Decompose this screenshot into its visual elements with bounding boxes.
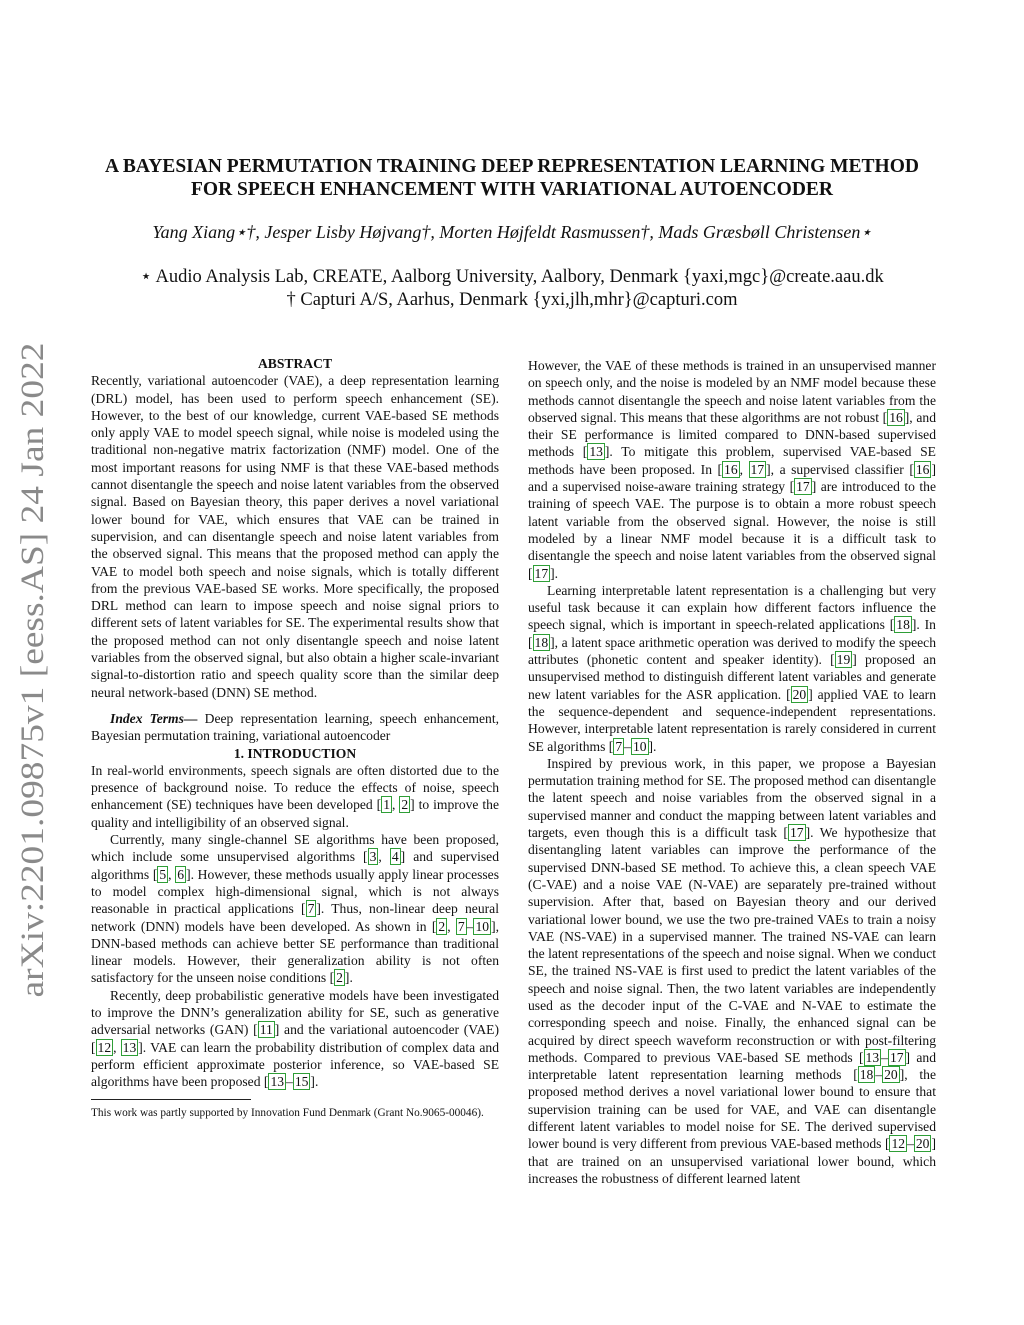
- title-line-1: A BAYESIAN PERMUTATION TRAINING DEEP REPRESENTATION LEARNING METHOD: [105, 156, 919, 177]
- paper-title: [80, 155, 944, 201]
- citation[interactable]: 4: [391, 849, 399, 865]
- right-column: [528, 357, 936, 1187]
- citation[interactable]: 19: [836, 652, 851, 668]
- citation[interactable]: 2: [336, 970, 343, 986]
- citation[interactable]: 16: [889, 409, 903, 425]
- right-paragraph-3: Inspired by previous work, in this paper, we propose a Bayesian permutation training method for SE. The proposed method can disentangle the latent speech and noise variables from the observed signal in a supervised manner and conduct the mapping between latent variables and targets, even though this is a difficult task [ 17 ]. We hypothesize that disentangling latent variables can improve the performance of the supervised DNN-based SE method. To achieve this, a clean speech VAE (C-VAE) and a noise VAE (N-VAE) are separately pre-trained without supervision. After that, based on Bayesian theory and our derived variational lower bound, we use the two pre-trained VAEs to train a noisy VAE (NS-VAE) in a supervised manner. The trained NS-VAE can learn the latent representations of the speech and noise signal. When we conduct SE, the trained NS-VAE is first used to predict the latent variables of the speech and noise signal. Then, the two latent variables are independently used as the decoder input of the C-VAE and N-VAE to estimate the corresponding speech and noise. Finally, the enhanced signal can be acquired by direct speech waveform reconstruction or with post-filtering methods. Compared to previous VAE-based SE methods [ 13 – 17 ] and interpretable latent representation learning methods [ 18 – 20 ], the proposed method derives a novel variational lower bound to ensure that supervision training can be used for VAE, and VAE can disentangle different latent variables to model noise for SE. The derived supervised lower bound is very different from previous VAE-based methods [ 12 – 20 ] that are trained on an unsupervised variational lower bound, which increases the robustness of different learned latent: [528, 755, 936, 1186]
- intro-paragraph-1: In real-world environments, speech signals are often distorted due to the presence of background noise. To reduce the effects of noise, speech enhancement (SE) techniques have been developed [ 1 , 2 ] to improve the quality and intelligibility of an observed signal.: [91, 762, 500, 830]
- index-terms-text: Deep representation learning, speech enhancement, Bayesian permutation training, variational autoencoder: [91, 710, 499, 744]
- footnote: This work was partly supported by Innovation Fund Denmark (Grant No.9065-00046).: [91, 1107, 484, 1120]
- citation[interactable]: 5: [159, 866, 167, 882]
- citation[interactable]: 17: [750, 461, 765, 477]
- citation[interactable]: 2: [438, 918, 446, 934]
- footnote-rule: [91, 1099, 251, 1100]
- citation[interactable]: 12: [891, 1136, 906, 1152]
- citation[interactable]: 17: [796, 479, 810, 495]
- citation[interactable]: 20: [792, 686, 807, 702]
- citation[interactable]: 7: [457, 918, 465, 934]
- citation[interactable]: 6: [177, 866, 185, 882]
- right-paragraph-2: Learning interpretable latent representation is a challenging but very useful task because it can explain how different factors influence the speech signal, which is important in speech-related applications [ 18 ]. In [ 18 ], a latent space arithmetic operation was derived to modify the speech attributes (phonetic content and speaker identity). [ 19 ] proposed an unsupervised method to distinguish different latent variables and generate new latent variables for the ASR application. [ 20 ] applied VAE to learn the sequence-dependent and sequence-independent representations. However, interpretable latent representation is rarely considered in current SE algorithms [ 7 – 10 ].: [528, 582, 937, 754]
- citation[interactable]: 3: [369, 849, 377, 865]
- left-column: [91, 355, 499, 1120]
- citation[interactable]: 11: [259, 1022, 273, 1038]
- citation[interactable]: 10: [475, 918, 490, 934]
- arxiv-stamp: [8, 340, 58, 1000]
- citation[interactable]: 18: [859, 1067, 874, 1083]
- citation[interactable]: 13: [122, 1039, 137, 1055]
- intro-paragraph-3: Recently, deep probabilistic generative models have been investigated to improve the DNN’s generalization ability for SE, such as generative adversarial networks (GAN) [ 11 ] and the variational autoencoder (VAE) [ 12 , 13 ]. VAE can learn the probability distribution of complex data and perform efficient approximate posterior inference, so VAE-based SE algorithms have been proposed [ 13 – 15 ].: [91, 987, 500, 1090]
- affiliation-2: † Capturi A/S, Aarhus, Denmark {yxi,jlh,mhr}@capturi.com: [286, 290, 738, 310]
- citation[interactable]: 7: [615, 738, 623, 754]
- citation[interactable]: 13: [589, 444, 603, 460]
- citation[interactable]: 7: [307, 901, 315, 917]
- right-paragraph-1: However, the VAE of these methods is trained in an unsupervised manner on speech only, and the noise is modeled by an NMF model because these methods cannot disentangle the speech and noise latent variables from the observed signal. This means that these algorithms are not robust [ 16 ], and their SE performance is limited compared to DNN-based supervised methods [ 13 ]. To mitigate this problem, supervised VAE-based SE methods have been proposed. In [ 16 , 17 ], a supervised classifier [ 16 ] and a supervised noise-aware training strategy [ 17 ] are introduced to the training of speech VAE. The purpose is to obtain a more robust speech latent variable from the observed signal. However, the noise is still modeled by a linear NMF model because it is a difficult task to disentangle the speech and noise latent variables from the observed signal [ 17 ].: [528, 358, 936, 581]
- citation[interactable]: 13: [865, 1049, 880, 1065]
- title-line-2: FOR SPEECH ENHANCEMENT WITH VARIATIONAL AUTOENCODER: [190, 179, 833, 200]
- citation[interactable]: 17: [534, 565, 549, 581]
- citation[interactable]: 1: [383, 797, 390, 813]
- citation[interactable]: 17: [889, 1049, 904, 1065]
- index-terms: [91, 710, 499, 745]
- citation[interactable]: 15: [294, 1074, 309, 1090]
- citation[interactable]: 16: [724, 461, 738, 477]
- citation[interactable]: 2: [401, 797, 409, 813]
- abstract-text: Recently, variational autoencoder (VAE), a deep representation learning (DRL) model, has been used to perform speech enhancement (SE). However, to the best of our knowledge, current VAE-based SE methods only apply VAE to model speech signal, while noise is modeled using the traditional non-negative matrix factorization (NMF) model. One of the most important reasons for using NMF is that these VAE-based methods cannot disentangle the speech and noise latent variables from the observed signal. Based on Bayesian theory, this paper derives a novel variational lower bound for VAE, which ensures that VAE can be trained in supervision, and can disentangle speech and noise latent variables from the observed signal. This means that the proposed method can apply the VAE to model both speech and noise signals, which is totally different from the previous VAE-based SE works. More specifically, the proposed DRL method can learn to impose speech and noise signal priors to different sets of latent variables for SE. The experimental results show that the proposed method can not only disentangle speech and noise latent variables from the observed signal, but also obtain a higher scale-invariant signal-to-distortion ratio and speech quality score than the similar deep neural network-based (DNN) SE method.: [91, 373, 499, 700]
- citation[interactable]: 12: [97, 1039, 112, 1055]
- citation[interactable]: 20: [915, 1136, 930, 1152]
- intro-heading: 1. INTRODUCTION: [233, 745, 357, 761]
- arxiv-stamp-text: arXiv:2201.09875v1 [eess.AS] 24 Jan 2022: [15, 420, 51, 998]
- citation[interactable]: 10: [632, 738, 647, 754]
- citation[interactable]: 18: [896, 617, 910, 633]
- citation[interactable]: 20: [884, 1067, 898, 1083]
- citation[interactable]: 18: [534, 634, 549, 650]
- citation[interactable]: 13: [270, 1074, 285, 1090]
- citation[interactable]: 17: [789, 825, 804, 841]
- index-terms-label: Index Terms—: [110, 710, 198, 726]
- citation[interactable]: 16: [915, 461, 930, 477]
- author-list: Yang Xiang⋆†, Jesper Lisby Højvang†, Morten Højfeldt Rasmussen†, Mads Græsbøll Christensen⋆: [152, 222, 872, 242]
- intro-paragraph-2: Currently, many single-channel SE algorithms have been proposed, which include some unsupervised algorithms [ 3 , 4 ] and supervised algorithms [ 5 , 6 ]. However, these methods usually apply linear processes to model complex high-dimensional signal, which is not always reasonable in practical applications [ 7 ]. Thus, non-linear deep neural network (DNN) models have been developed. As shown in [ 2 , 7 – 10 ], DNN-based methods can achieve better SE performance than traditional linear models. However, their generalization ability is not often satisfactory for the unseen noise conditions [ 2 ].: [91, 832, 500, 986]
- affiliation-1: ⋆ Audio Analysis Lab, CREATE, Aalborg University, Aalbory, Denmark {yaxi,mgc}@create.aau.dk: [140, 267, 884, 287]
- abstract-heading: ABSTRACT: [257, 356, 333, 371]
